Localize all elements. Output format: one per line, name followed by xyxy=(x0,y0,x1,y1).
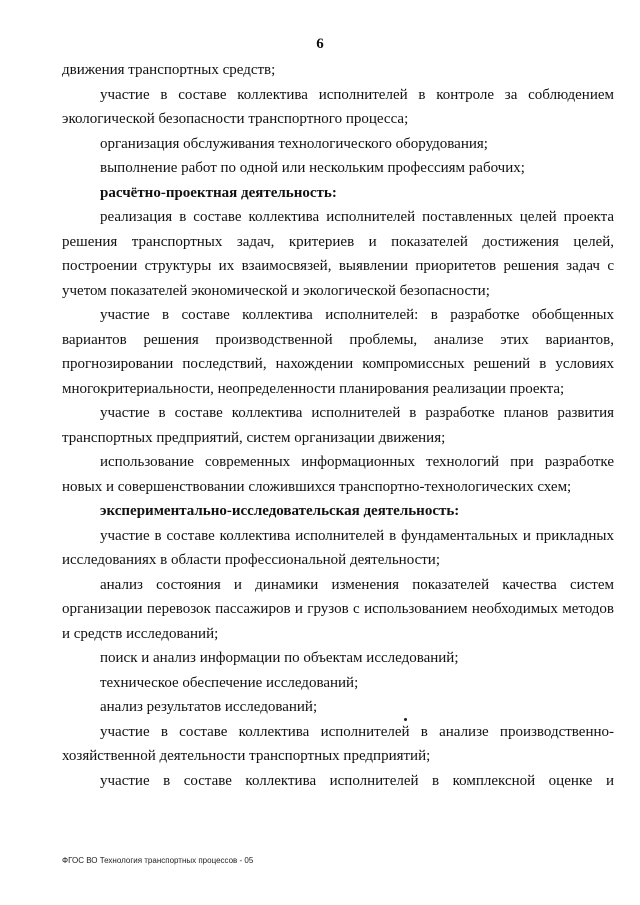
paragraph: анализ результатов исследований; xyxy=(100,699,318,715)
paragraph: использование современных информационных технологий при разработке новых и совершенствовании сложившихся транспортно-технологических схем; xyxy=(62,454,614,495)
paragraph: анализ состояния и динамики изменения показателей качества систем организации перевозок пассажиров и грузов с использованием необходимых методов и средств исследований; xyxy=(62,576,614,642)
paragraph: техническое обеспечение исследований; xyxy=(100,674,359,691)
paragraph: участие в составе коллектива исполнителей: в разработке обобщенных вариантов решения производственной проблемы, анализе этих вариантов, прогнозировании последствий, нахождении компромиссных решений в условиях многокритериальности, неопределенности планирования реализации проекта; xyxy=(62,307,614,397)
section-heading: расчётно-проектная деятельность: xyxy=(100,184,337,201)
paragraph: участие в составе коллектива исполнителей в контроле за соблюдением экологической безопасности транспортного процесса; xyxy=(62,86,614,127)
paragraph: реализация в составе коллектива исполнителей поставленных целей проекта решения транспортных задач, критериев и показателей достижения целей, построении структуры их взаимосвязей, выявлении приоритетов решения задач с учетом показателей экономической и экологической безопасности; xyxy=(62,209,614,299)
paragraph: организация обслуживания технологического оборудования; xyxy=(100,135,488,152)
paragraph: участие в составе коллектива исполнителей в разработке планов развития транспортных предприятий, систем организации движения; xyxy=(62,405,614,446)
scan-speck xyxy=(404,718,407,721)
paragraph: участие в составе коллектива исполнителей в комплексной оценке и xyxy=(100,772,614,789)
body-text xyxy=(62,58,614,793)
section-heading: экспериментально-исследовательская деятельность: xyxy=(100,503,460,519)
paragraph: выполнение работ по одной или нескольким профессиям рабочих; xyxy=(100,160,525,176)
page-number: 6 xyxy=(316,36,324,52)
paragraph: участие в составе коллектива исполнителей в фундаментальных и прикладных исследованиях в области профессиональной деятельности; xyxy=(62,527,614,568)
paragraph: поиск и анализ информации по объектам исследований; xyxy=(100,650,459,666)
paragraph: движения транспортных средств; xyxy=(62,62,276,78)
page-footer: ФГОС ВО Технология транспортных процессов - 05 xyxy=(62,856,254,865)
paragraph: участие в составе коллектива исполнителей в анализе производственно-хозяйственной деятельности транспортных предприятий; xyxy=(62,723,614,764)
